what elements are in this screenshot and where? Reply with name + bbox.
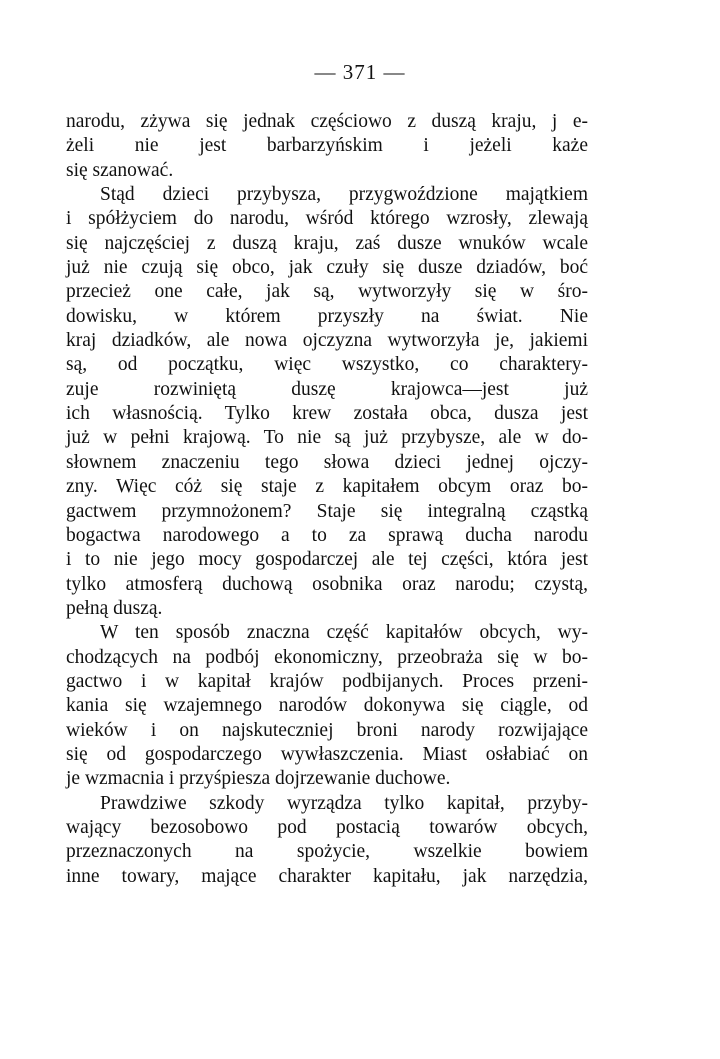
text-line: gactwo i w kapitał krajów podbijanych. Proces przeni- bbox=[66, 670, 588, 692]
text-line: je wzmacnia i przyśpiesza dojrzewanie duchowe. bbox=[66, 768, 451, 790]
text-line: się szanować. bbox=[66, 159, 174, 181]
text-line: i spółżyciem do narodu, wśród którego wzrosły, zlewają bbox=[66, 208, 588, 230]
text-line: przeznaczonych na spożycie, wszelkie bowiem bbox=[66, 841, 588, 863]
text-line: się najczęściej z duszą kraju, zaś dusze wnuków wcale bbox=[66, 232, 588, 254]
text-line: wieków i on najskuteczniej broni narody rozwijające bbox=[66, 719, 588, 741]
text-line: słownem znaczeniu tego słowa dzieci jednej ojczy- bbox=[66, 451, 588, 473]
text-line: tylko atmosferą duchową osobnika oraz narodu; czystą, bbox=[66, 573, 588, 595]
text-line: i to nie jego mocy gospodarczej ale tej części, która jest bbox=[66, 549, 588, 571]
text-line: gactwem przymnożonem? Staje się integralną cząstką bbox=[66, 500, 588, 522]
text-line: inne towary, mające charakter kapitału, jak narzędzia, bbox=[66, 865, 588, 887]
text-line: kraj dziadków, ale nowa ojczyzna wytworzyła je, jakiemi bbox=[66, 330, 588, 352]
text-line: wający bezosobowo pod postacią towarów obcych, bbox=[66, 816, 588, 838]
text-line: chodzących na podbój ekonomiczny, przeobraża się w bo- bbox=[66, 646, 588, 668]
text-line: już w pełni krajową. To nie są już przybysze, ale w do- bbox=[66, 427, 588, 449]
page-number: — 371 — bbox=[314, 60, 406, 84]
text-line: zuje rozwiniętą duszę krajowca—jest już bbox=[66, 378, 588, 400]
text-line: przecież one całe, jak są, wytworzyły się w śro- bbox=[66, 281, 588, 303]
body-text bbox=[66, 110, 588, 889]
text-line: narodu, zżywa się jednak częściowo z duszą kraju, j e- bbox=[66, 111, 588, 132]
text-line: już nie czują się obco, jak czuły się dusze dziadów, boć bbox=[66, 257, 588, 279]
text-line: są, od początku, więc wszystko, co charaktery- bbox=[66, 354, 588, 376]
text-line: bogactwa narodowego a to za sprawą ducha narodu bbox=[66, 524, 588, 546]
text-line: pełną duszą. bbox=[66, 597, 163, 619]
text-line: żeli nie jest barbarzyńskim i jeżeli każe bbox=[66, 135, 588, 157]
text-line: kania się wzajemnego narodów dokonywa się ciągle, od bbox=[66, 695, 588, 717]
text-line: zny. Więc cóż się staje z kapitałem obcym oraz bo- bbox=[66, 476, 588, 498]
text-line: W ten sposób znaczna część kapitałów obcych, wy- bbox=[100, 622, 588, 644]
text-line: się od gospodarczego wywłaszczenia. Miast osłabiać on bbox=[66, 743, 588, 765]
text-line: dowisku, w którem przyszły na świat. Nie bbox=[66, 305, 588, 327]
text-line: ich własnością. Tylko krew została obca, dusza jest bbox=[66, 403, 588, 425]
text-line: Stąd dzieci przybysza, przygwoździone majątkiem bbox=[100, 184, 588, 206]
text-line: Prawdziwe szkody wyrządza tylko kapitał, przyby- bbox=[100, 792, 588, 814]
